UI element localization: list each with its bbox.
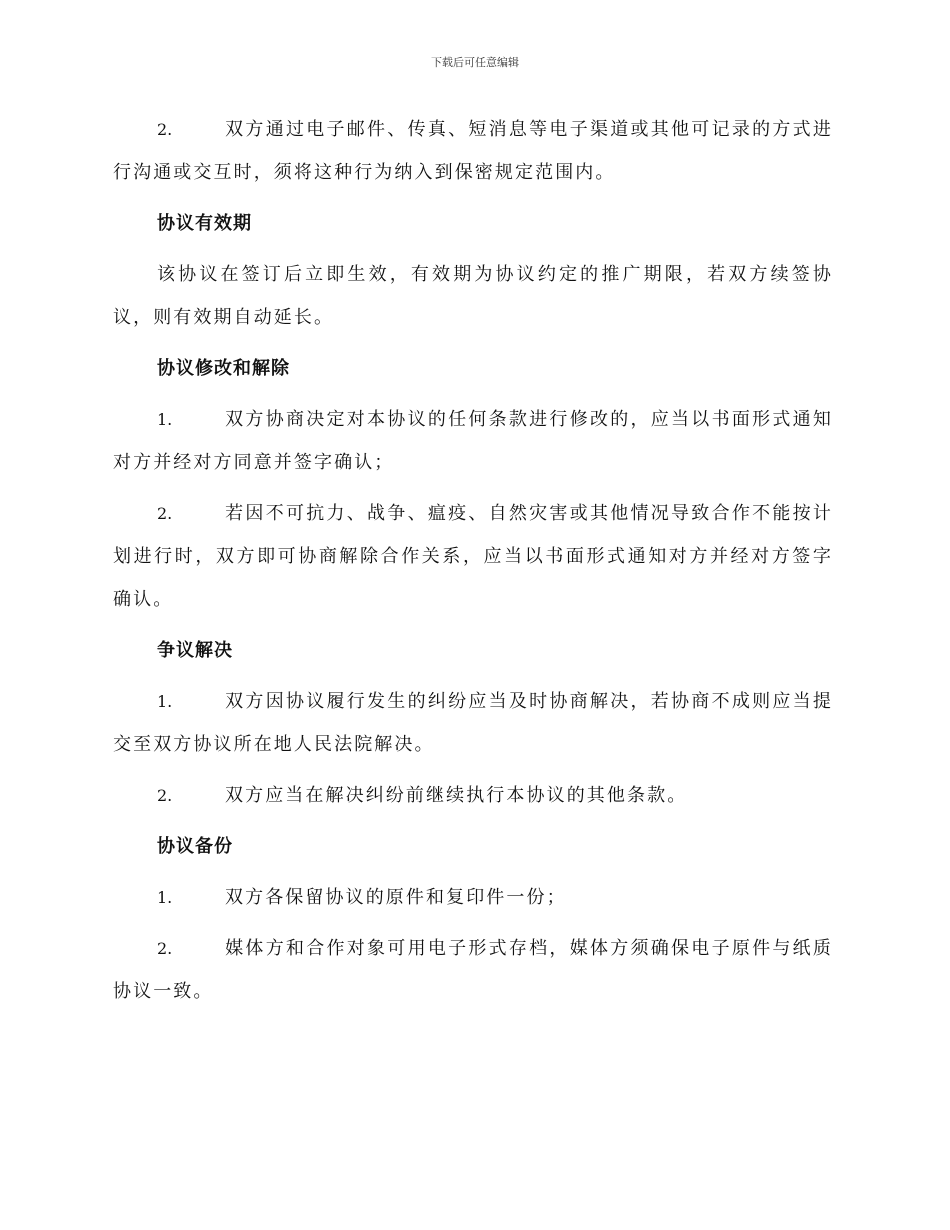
item-number: 2. bbox=[157, 120, 173, 139]
item-text: 双方协商决定对本协议的任何条款进行修改的，应当以书面形式通知对方并经对方同意并签字确认； bbox=[113, 409, 833, 473]
document-body bbox=[113, 108, 833, 1021]
confidentiality-item-2 bbox=[113, 108, 833, 194]
item-text: 双方因协议履行发生的纠纷应当及时协商解决，若协商不成则应当提交至双方协议所在地人民法院解决。 bbox=[113, 691, 833, 755]
dispute-item-1 bbox=[113, 680, 833, 766]
item-text: 双方应当在解决纠纷前继续执行本协议的其他条款。 bbox=[225, 785, 688, 806]
amendment-item-1 bbox=[113, 398, 833, 484]
validity-paragraph bbox=[113, 253, 833, 339]
backup-item-2 bbox=[113, 927, 833, 1013]
section-heading-amendment: 协议修改和解除 bbox=[157, 358, 290, 379]
item-number: 2. bbox=[157, 504, 173, 523]
backup-item-1 bbox=[113, 876, 833, 919]
item-number: 1. bbox=[157, 410, 173, 429]
item-number: 2. bbox=[157, 786, 173, 805]
item-text: 媒体方和合作对象可用电子形式存档，媒体方须确保电子原件与纸质协议一致。 bbox=[113, 938, 833, 1002]
dispute-item-2 bbox=[113, 774, 833, 817]
item-text: 双方各保留协议的原件和复印件一份； bbox=[225, 887, 567, 908]
section-heading-validity: 协议有效期 bbox=[157, 213, 252, 234]
page-header: 下载后可任意编辑 bbox=[431, 56, 519, 69]
item-number: 2. bbox=[157, 939, 173, 958]
item-text: 若因不可抗力、战争、瘟疫、自然灾害或其他情况导致合作不能按计划进行时，双方即可协商解除合作关系，应当以书面形式通知对方并经对方签字确认。 bbox=[113, 503, 833, 610]
item-number: 1. bbox=[157, 888, 173, 907]
paragraph-text: 该协议在签订后立即生效，有效期为协议约定的推广期限，若双方续签协议，则有效期自动延长。 bbox=[113, 264, 833, 328]
section-heading-backup: 协议备份 bbox=[157, 836, 233, 857]
item-number: 1. bbox=[157, 692, 173, 711]
item-text: 双方通过电子邮件、传真、短消息等电子渠道或其他可记录的方式进行沟通或交互时，须将这种行为纳入到保密规定范围内。 bbox=[113, 119, 833, 183]
amendment-item-2 bbox=[113, 492, 833, 621]
section-heading-dispute: 争议解决 bbox=[157, 640, 233, 661]
